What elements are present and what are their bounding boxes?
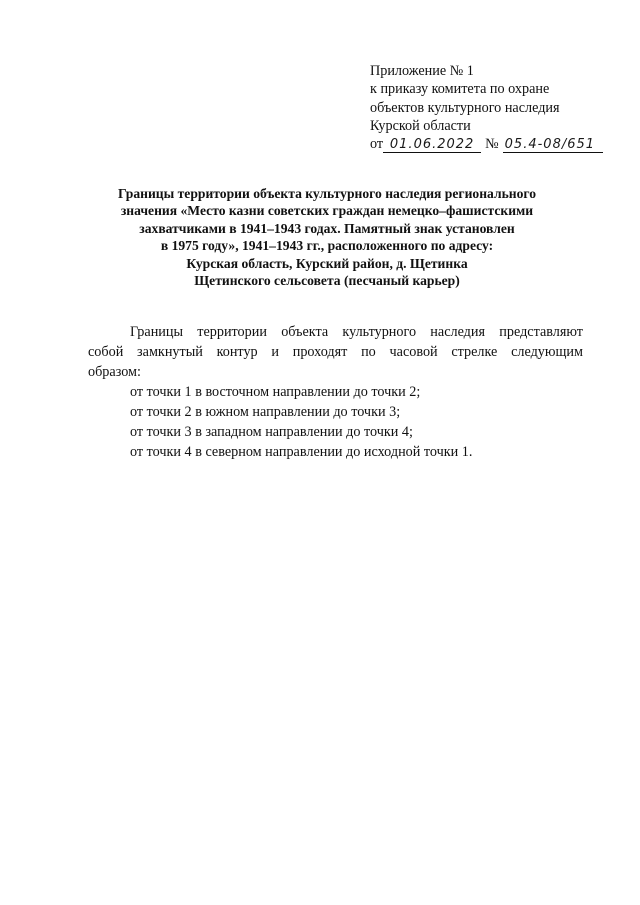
boundary-step: от точки 1 в восточном направлении до точки 2; [130, 384, 421, 400]
title-line: Границы территории объекта культурного наследия регионального [117, 186, 537, 201]
appendix-committee: объектов культурного наследия [370, 99, 560, 116]
boundary-step: от точки 4 в северном направлении до исходной точки 1. [130, 444, 473, 460]
document-body [88, 322, 583, 462]
intro-paragraph-line: образом: [88, 364, 141, 380]
appendix-order-ref: к приказу комитета по охране [370, 81, 550, 98]
intro-paragraph-line: собой замкнутый контур и проходят по часовой стрелке следующим [88, 344, 583, 360]
title-line: захватчиками в 1941–1943 годах. Памятный знак установлен [139, 220, 515, 236]
title-line: Курская область, Курский район, д. Щетинка [186, 255, 468, 271]
title-line: Щетинского сельсовета (песчаный карьер) [194, 273, 460, 289]
boundary-step: от точки 2 в южном направлении до точки 3; [130, 404, 401, 420]
document-title [60, 185, 594, 289]
appendix-region: Курской области [370, 117, 471, 134]
order-date-number-line [370, 135, 632, 153]
handwritten-order-number: 05.4-08/651 [503, 138, 603, 153]
boundary-step: от точки 3 в западном направлении до точки 4; [130, 424, 413, 440]
order-prefix: от [370, 136, 384, 153]
handwritten-order-date: 01.06.2022 [383, 138, 481, 153]
title-line: значения «Место казни советских граждан немецко–фашистскими [120, 203, 534, 219]
title-line: в 1975 году», 1941–1943 гг., расположенного по адресу: [160, 238, 494, 254]
appendix-title: Приложение № 1 [370, 63, 474, 79]
intro-paragraph-line: Границы территории объекта культурного наследия представляют [130, 324, 583, 340]
order-number-sign: № [485, 136, 499, 153]
appendix-header [370, 62, 632, 153]
